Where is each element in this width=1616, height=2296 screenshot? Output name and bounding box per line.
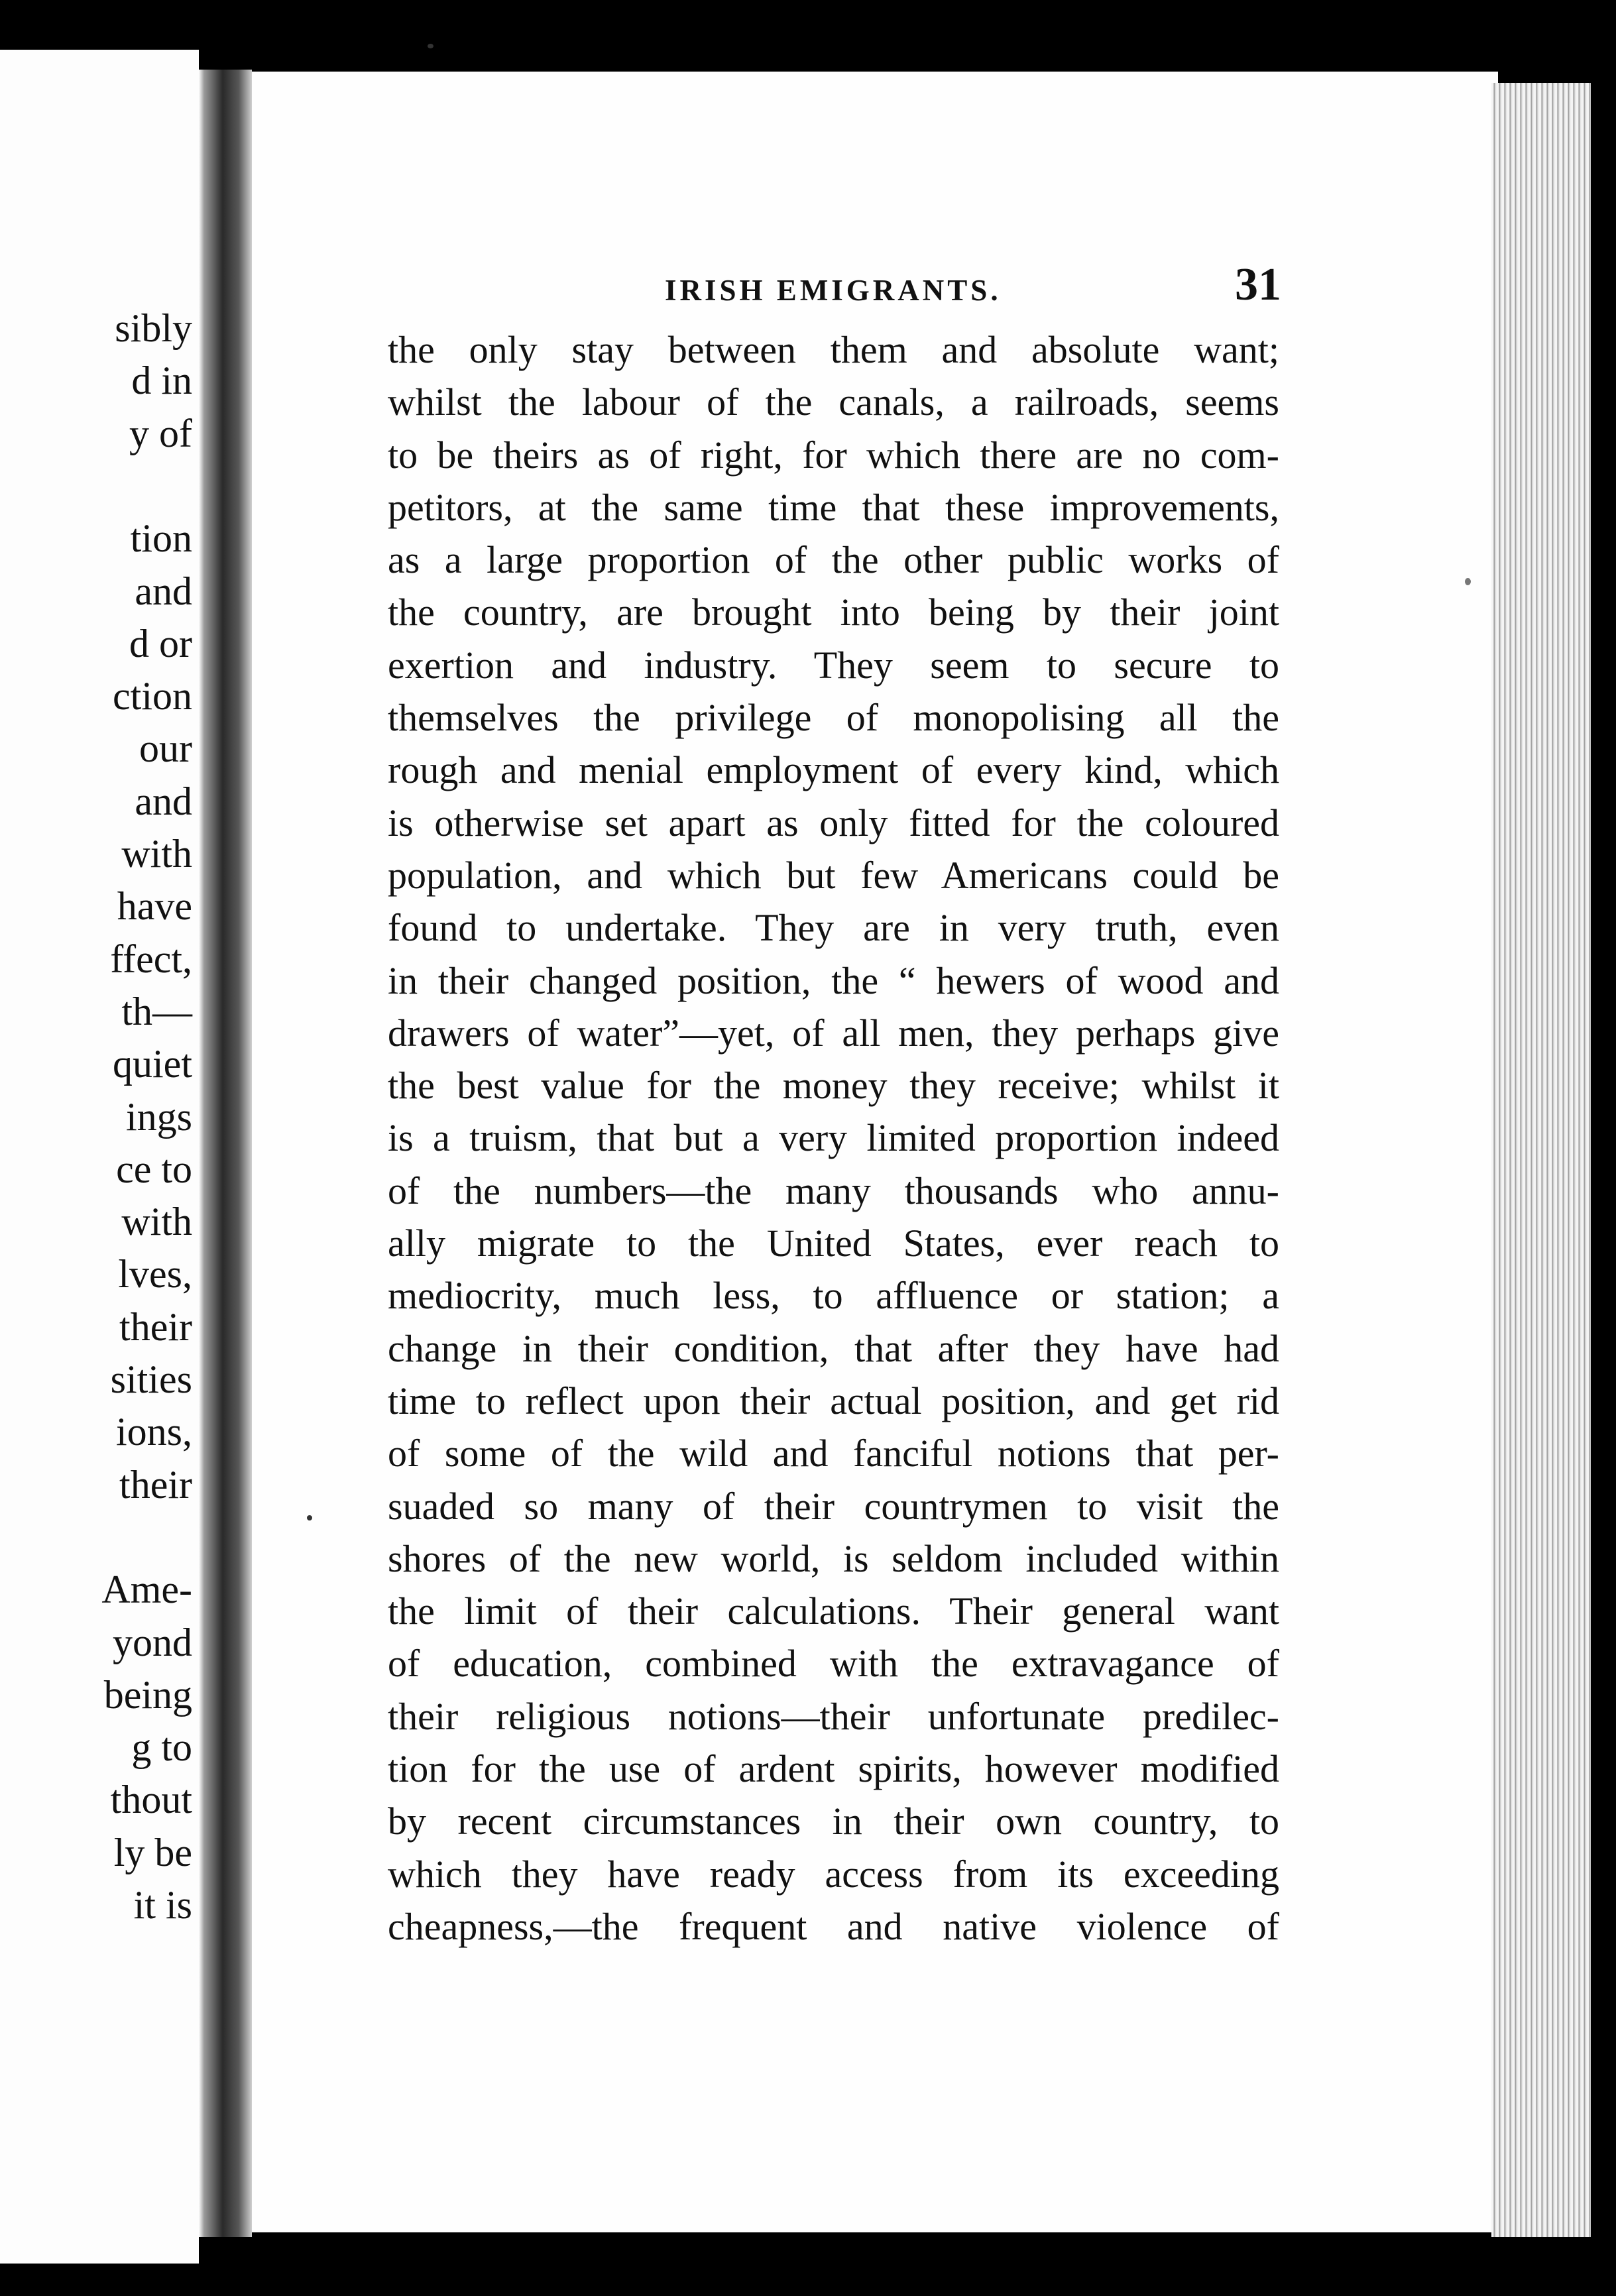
ink-speck [1465, 578, 1471, 585]
text-line: time to reflect upon their actual position, and get rid [388, 1379, 1279, 1422]
ink-speck [428, 44, 433, 48]
text-line: whilst the labour of the canals, a railroads, seems [388, 380, 1279, 424]
text-line: the limit of their calculations. Their general want [388, 1589, 1279, 1633]
text-line: petitors, at the same time that these improvements, [388, 485, 1279, 529]
left-page-line: sities [110, 1357, 192, 1401]
left-page-line: their [119, 1304, 192, 1349]
left-page-line: being [103, 1672, 192, 1717]
left-page [0, 50, 199, 2264]
left-page-line: ions, [115, 1410, 192, 1454]
text-line: the only stay between them and absolute want; [388, 328, 1279, 371]
ink-speck [307, 1515, 312, 1521]
text-line: population, and which but few Americans could be [388, 853, 1279, 897]
text-line: shores of the new world, is seldom included within [388, 1536, 1279, 1580]
text-line: exertion and industry. They seem to secure to [388, 643, 1279, 687]
left-page-line: lves, [118, 1252, 192, 1296]
left-page-line: ffect, [110, 937, 192, 981]
page-edges [1491, 83, 1591, 2237]
text-line: by recent circumstances in their own country, to [388, 1800, 1279, 1843]
left-page-line: g to [131, 1725, 192, 1770]
text-line: cheapness,—the frequent and native violence of [388, 1904, 1279, 1948]
left-page-line: our [139, 726, 192, 771]
left-page-line: Ame- [101, 1568, 192, 1612]
left-page-line: their [119, 1462, 192, 1507]
text-line: the best value for the money they receive; whilst it [388, 1064, 1279, 1108]
text-line: the country, are brought into being by their joint [388, 591, 1279, 634]
text-line: rough and menial employment of every kind, which [388, 748, 1279, 792]
left-page-line: y of [129, 411, 192, 455]
text-line: to be theirs as of right, for which there are no com- [388, 433, 1279, 477]
left-page-line: thout [110, 1778, 192, 1822]
left-page-line: quiet [113, 1042, 192, 1086]
left-page-line: ings [125, 1094, 192, 1139]
text-line: which they have ready access from its exceeding [388, 1852, 1279, 1896]
left-page-line: and [135, 569, 192, 613]
text-line: of some of the wild and fanciful notions that per- [388, 1432, 1279, 1475]
body-text [388, 323, 1279, 1953]
text-line: as a large proportion of the other public works of [388, 538, 1279, 582]
left-page-line: sibly [115, 306, 192, 350]
left-page-line: th— [121, 989, 192, 1033]
text-line: suaded so many of their countrymen to visit the [388, 1484, 1279, 1528]
text-line: is otherwise set apart as only fitted for the coloured [388, 801, 1279, 844]
text-line: drawers of water”—yet, of all men, they perhaps give [388, 1011, 1279, 1055]
text-line: themselves the privilege of monopolising all the [388, 696, 1279, 740]
left-page-line: ly be [113, 1830, 192, 1874]
text-line: of education, combined with the extravagance of [388, 1642, 1279, 1686]
text-line: tion for the use of ardent spirits, however modified [388, 1747, 1279, 1791]
left-page-line: and [135, 779, 192, 823]
book-gutter [199, 70, 252, 2237]
left-page-line: tion [130, 516, 192, 561]
left-page-line: it is [133, 1883, 192, 1927]
text-line: found to undertake. They are in very truth, even [388, 906, 1279, 950]
left-page-line: yond [113, 1620, 192, 1664]
left-page-line: with [121, 832, 192, 876]
page-number: 31 [1235, 259, 1281, 310]
left-page-line: ction [113, 674, 192, 718]
left-page-line: d in [131, 359, 192, 403]
left-page-line: have [117, 884, 192, 929]
text-line: mediocrity, much less, to affluence or station; a [388, 1274, 1279, 1318]
text-line: of the numbers—the many thousands who annu- [388, 1169, 1279, 1212]
left-page-line: d or [129, 621, 192, 665]
text-line: in their changed position, the “ hewers of wood and [388, 958, 1279, 1002]
text-line: is a truism, that but a very limited proportion indeed [388, 1116, 1279, 1160]
text-line: ally migrate to the United States, ever reach to [388, 1222, 1279, 1265]
text-line: their religious notions—their unfortunate predilec- [388, 1694, 1279, 1738]
running-head [665, 258, 1281, 325]
left-page-line: with [121, 1200, 192, 1244]
running-title: IRISH EMIGRANTS. [665, 274, 1002, 307]
left-page-line: ce to [116, 1147, 192, 1191]
text-line: change in their condition, that after they have had [388, 1326, 1279, 1370]
